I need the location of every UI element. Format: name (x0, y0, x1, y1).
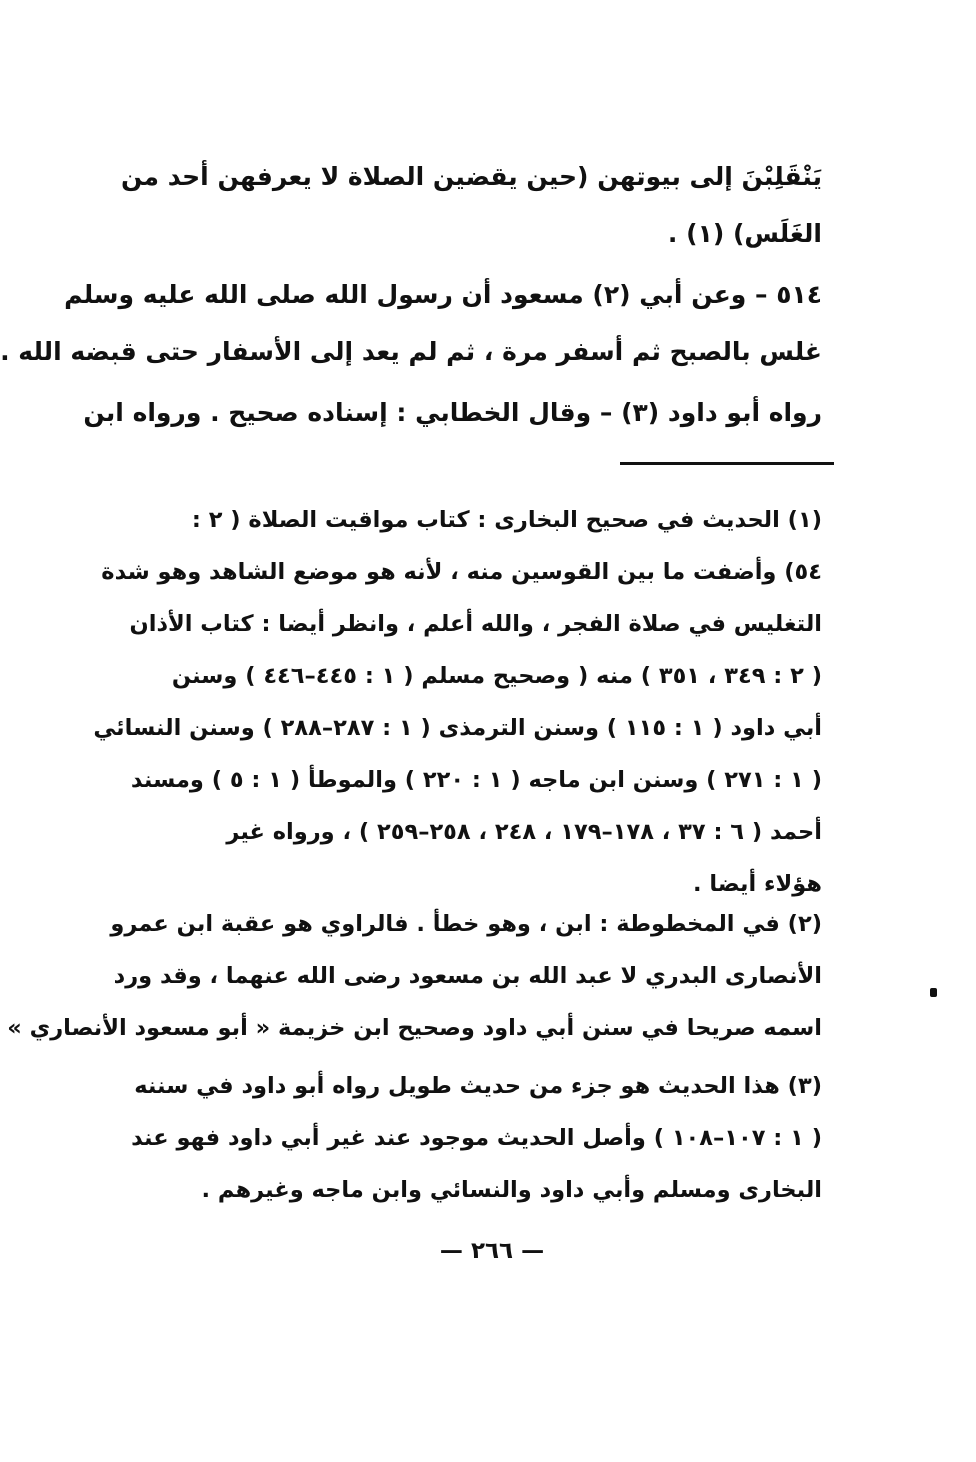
margin-ink-mark (930, 988, 937, 997)
main-line: يَنْقَلِبْنَ إلى بيوتهن (حين يقضين الصلاة لا يعرفهن أحد من (121, 162, 822, 191)
page-number: — ٢٦٦ — (439, 1238, 545, 1264)
footnote-2 (7, 898, 822, 1054)
footnote-line: هؤلاء أيضا . (693, 871, 822, 897)
main-line: ٥١٤ – وعن أبي (٢) مسعود أن رسول الله صلى الله عليه وسلم (64, 280, 822, 309)
main-paragraph-514 (0, 266, 822, 380)
footnote-separator (620, 462, 834, 465)
main-line: غلس بالصبح ثم أسفر مرة ، ثم لم يعد إلى الأسفار حتى قبضه الله . (0, 337, 822, 366)
footnote-1 (93, 494, 822, 910)
footnote-line: (٣) هذا الحديث هو جزء من حديث طويل رواه أبو داود في سننه (134, 1073, 822, 1099)
footnote-line: ( ١ : ٢٧١ ) وسنن ابن ماجه ( ١ : ٢٢٠ ) والموطأ ( ١ : ٥ ) ومسند (130, 767, 822, 793)
footnote-line: الأنصارى البدري لا عبد الله بن مسعود رضى الله عنهما ، وقد ورد (113, 963, 822, 989)
footnote-line: ( ٢ : ٣٤٩ ، ٣٥١ ) منه ( وصحيح مسلم ( ١ : ٤٤٥–٤٤٦ ) وسنن (171, 663, 822, 689)
main-text (121, 148, 822, 262)
footnote-line: التغليس في صلاة الفجر ، والله أعلم ، وانظر أيضا : كتاب الأذان (129, 611, 822, 637)
footnote-line: أبي داود ( ١ : ١١٥ ) وسنن الترمذى ( ١ : ٢٨٧–٢٨٨ ) وسنن النسائي (93, 715, 822, 741)
footnote-line: ( ١ : ١٠٧–١٠٨ ) وأصل الحديث موجود عند غير أبي داود فهو عند (131, 1125, 822, 1151)
main-line: الغَلَس) (١) . (667, 219, 822, 248)
footnote-line: ٥٤) وأضفت ما بين القوسين منه ، لأنه هو موضع الشاهد وهو شدة (101, 559, 822, 585)
footnote-3 (131, 1060, 822, 1216)
footnote-line: (٢) في المخطوطة : ابن ، وهو خطأ . فالراوي هو عقبة ابن عمرو (110, 911, 822, 937)
footnote-line: البخارى ومسلم وأبي داود والنسائي وابن ماجه وغيرهم . (201, 1177, 822, 1203)
footnote-line: أحمد ( ٦ : ٣٧ ، ١٧٨–١٧٩ ، ٢٤٨ ، ٢٥٨–٢٥٩ ) ، ورواه غير (226, 819, 822, 845)
footnote-line: (١) الحديث في صحيح البخارى : كتاب مواقيت الصلاة ( ٢ : (191, 507, 822, 533)
main-paragraph-narration (83, 384, 822, 441)
footnote-line: اسمه صريحا في سنن أبي داود وصحيح ابن خزيمة « أبو مسعود الأنصاري » (7, 1015, 822, 1041)
main-line: رواه أبو داود (٣) – وقال الخطابي : إسناده صحيح . ورواه ابن (83, 398, 822, 427)
